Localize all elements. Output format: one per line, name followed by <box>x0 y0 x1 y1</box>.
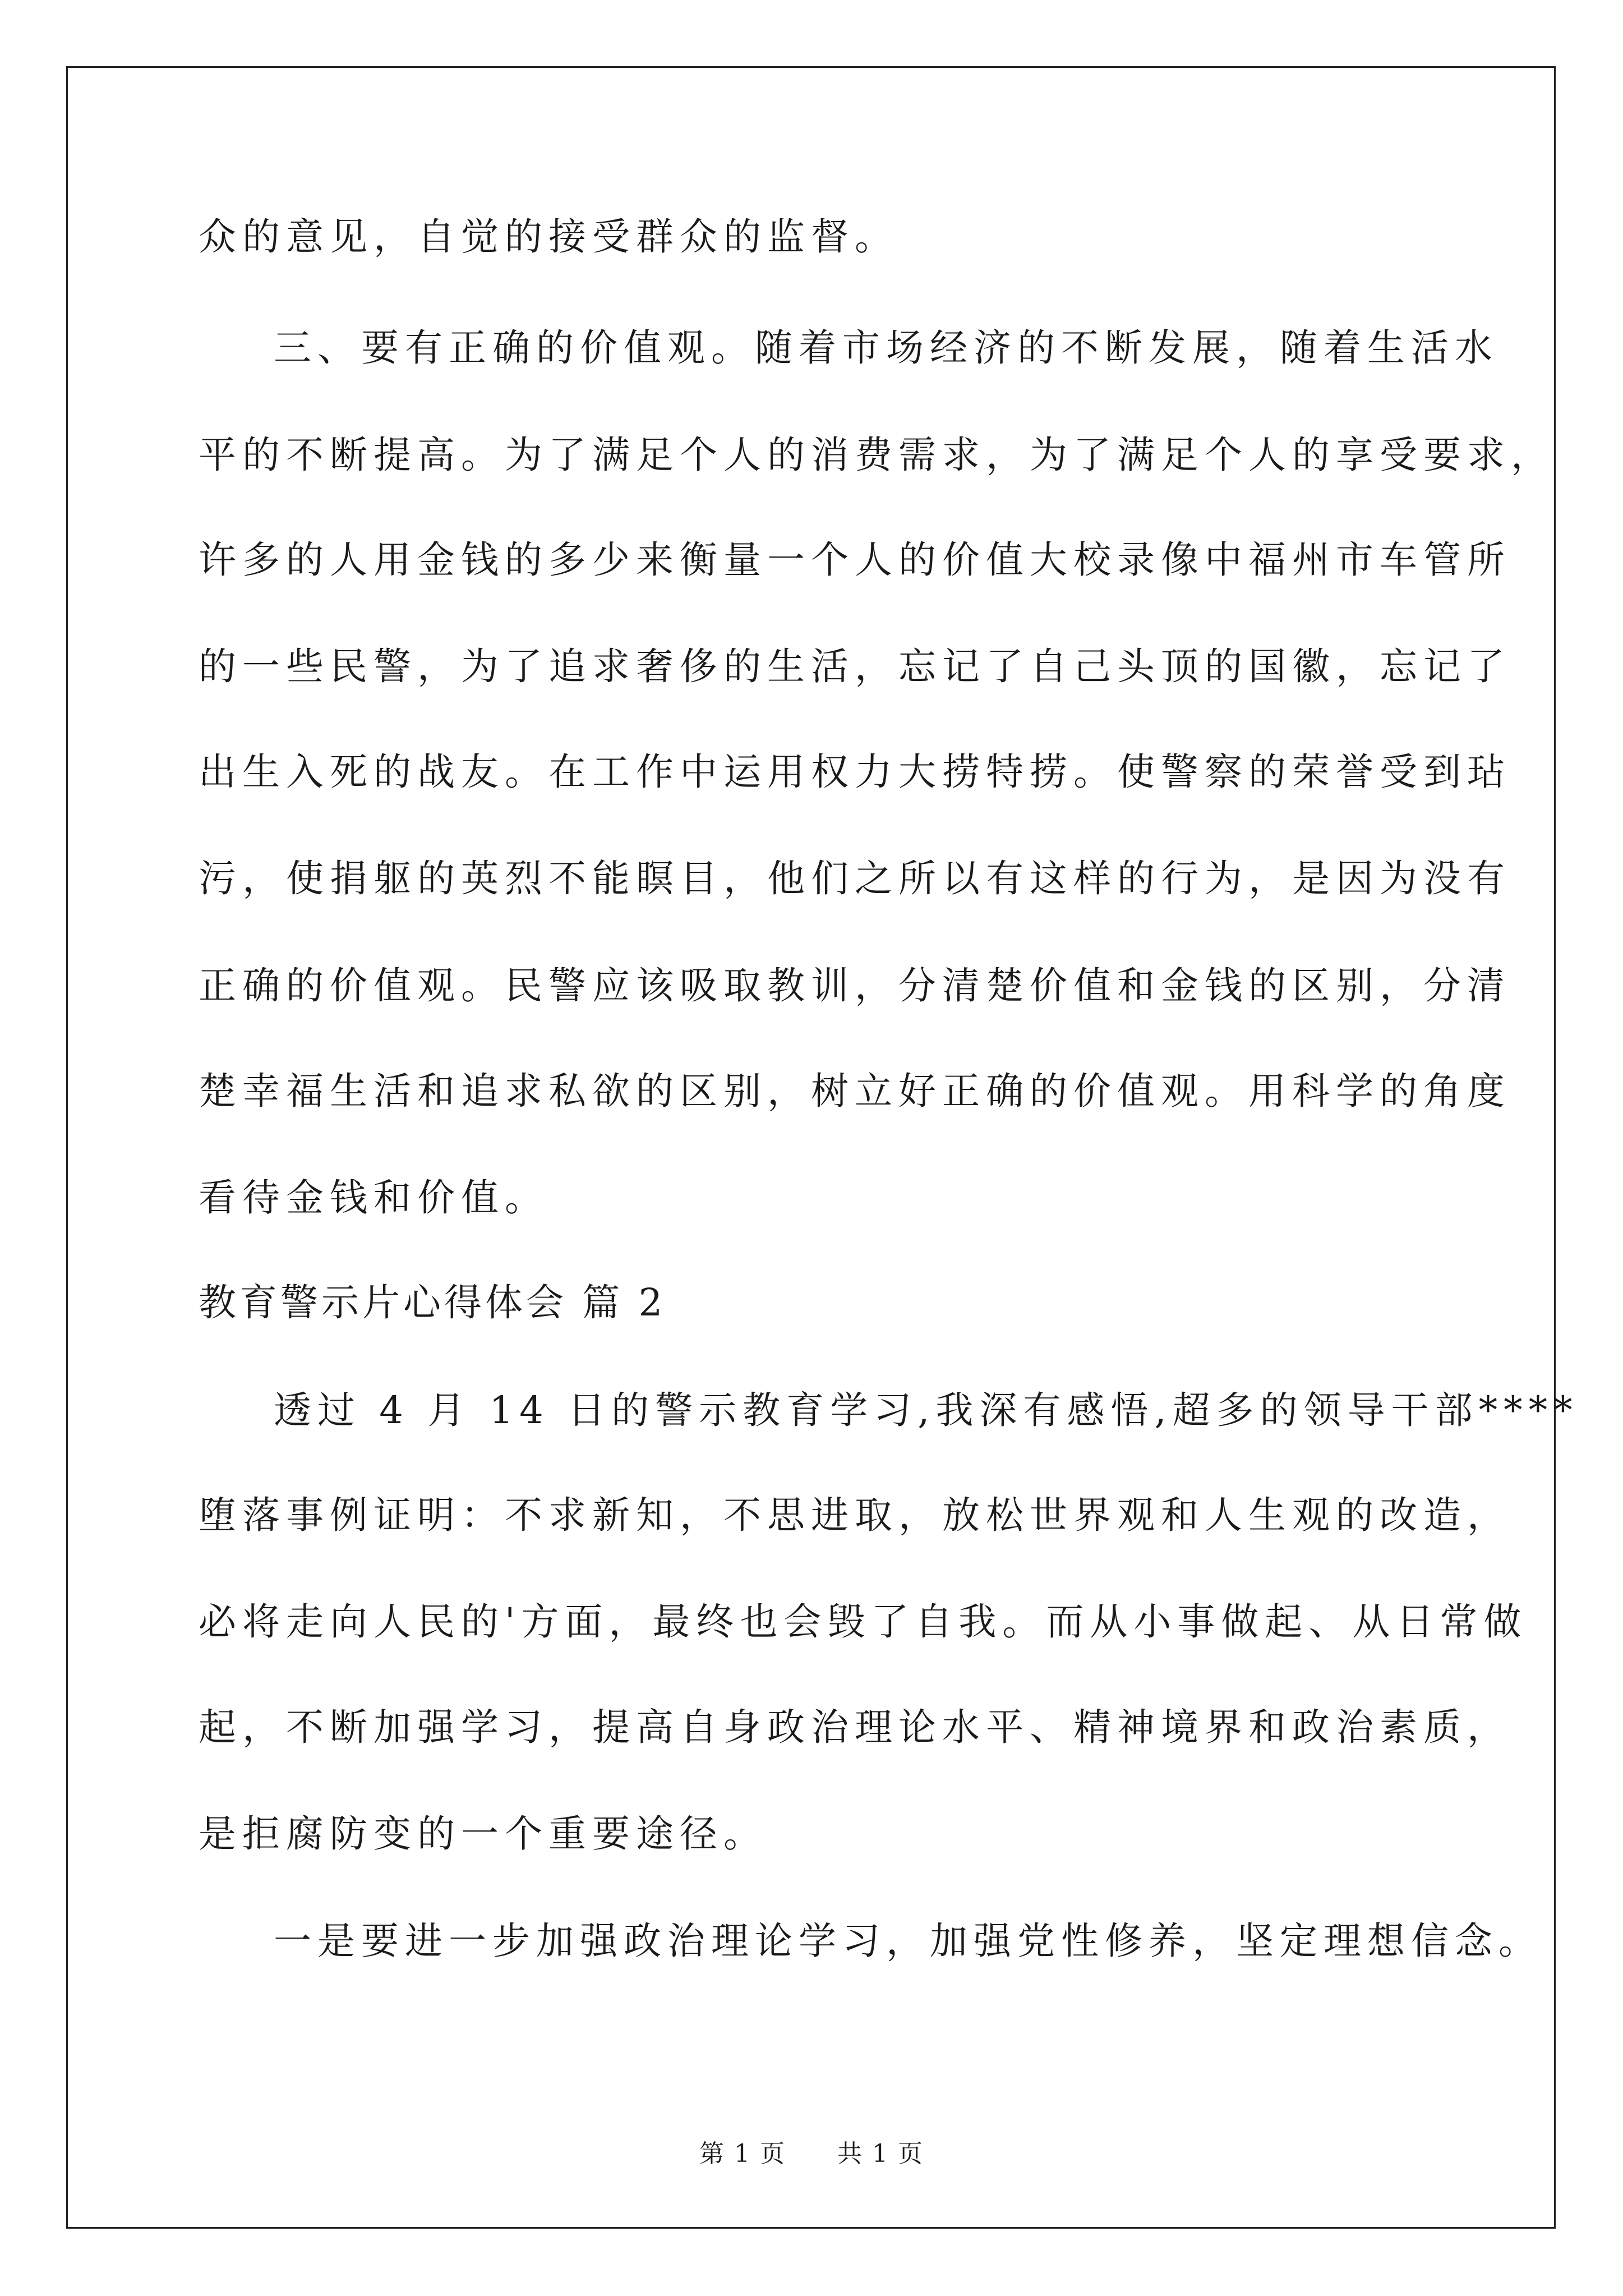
body-text-line: 看待金钱和价值。 <box>199 1176 548 1220</box>
body-text-line: 出生入死的战友。在工作中运用权力大捞特捞。使警察的荣誉受到玷 <box>199 750 1511 794</box>
body-text-line: 必将走向人民的'方面，最终也会毁了自我。而从小事做起、从日常做 <box>199 1600 1528 1644</box>
page-number-total: 共 1 页 <box>837 2139 924 2168</box>
body-text-line: 楚幸福生活和追求私欲的区别，树立好正确的价值观。用科学的角度 <box>199 1069 1511 1113</box>
body-text-line: 众的意见，自觉的接受群众的监督。 <box>199 215 898 259</box>
body-text-line: 平的不断提高。为了满足个人的消费需求，为了满足个人的享受要求， <box>199 433 1555 477</box>
body-text-line: 是拒腐防变的一个重要途径。 <box>199 1812 767 1856</box>
body-text-line: 一是要进一步加强政治理论学习，加强党性修养，坚定理想信念。 <box>274 1919 1542 1963</box>
body-text-line: 透过 4 月 14 日的警示教育学习,我深有感悟,超多的领导干部**** <box>274 1388 1579 1432</box>
page-frame <box>66 66 1556 2229</box>
page-number-current: 第 1 页 <box>699 2139 786 2168</box>
section-heading: 教育警示片心得体会 篇 2 <box>199 1281 666 1324</box>
body-text-line: 堕落事例证明：不求新知，不思进取，放松世界观和人生观的改造， <box>199 1493 1511 1537</box>
body-text-line: 正确的价值观。民警应该吸取教训，分清楚价值和金钱的区别，分清 <box>199 964 1511 1007</box>
body-text-line: 起，不断加强学习，提高自身政治理论水平、精神境界和政治素质， <box>199 1705 1511 1749</box>
body-text-line: 的一些民警，为了追求奢侈的生活，忘记了自己头顶的国徽，忘记了 <box>199 645 1511 688</box>
page-footer <box>0 2138 1623 2170</box>
body-text-line: 三、要有正确的价值观。随着市场经济的不断发展，随着生活水 <box>274 326 1498 370</box>
body-text-line: 许多的人用金钱的多少来衡量一个人的价值大校录像中福州市车管所 <box>199 538 1511 582</box>
body-text-line: 污，使捐躯的英烈不能瞑目，他们之所以有这样的行为，是因为没有 <box>199 857 1511 900</box>
